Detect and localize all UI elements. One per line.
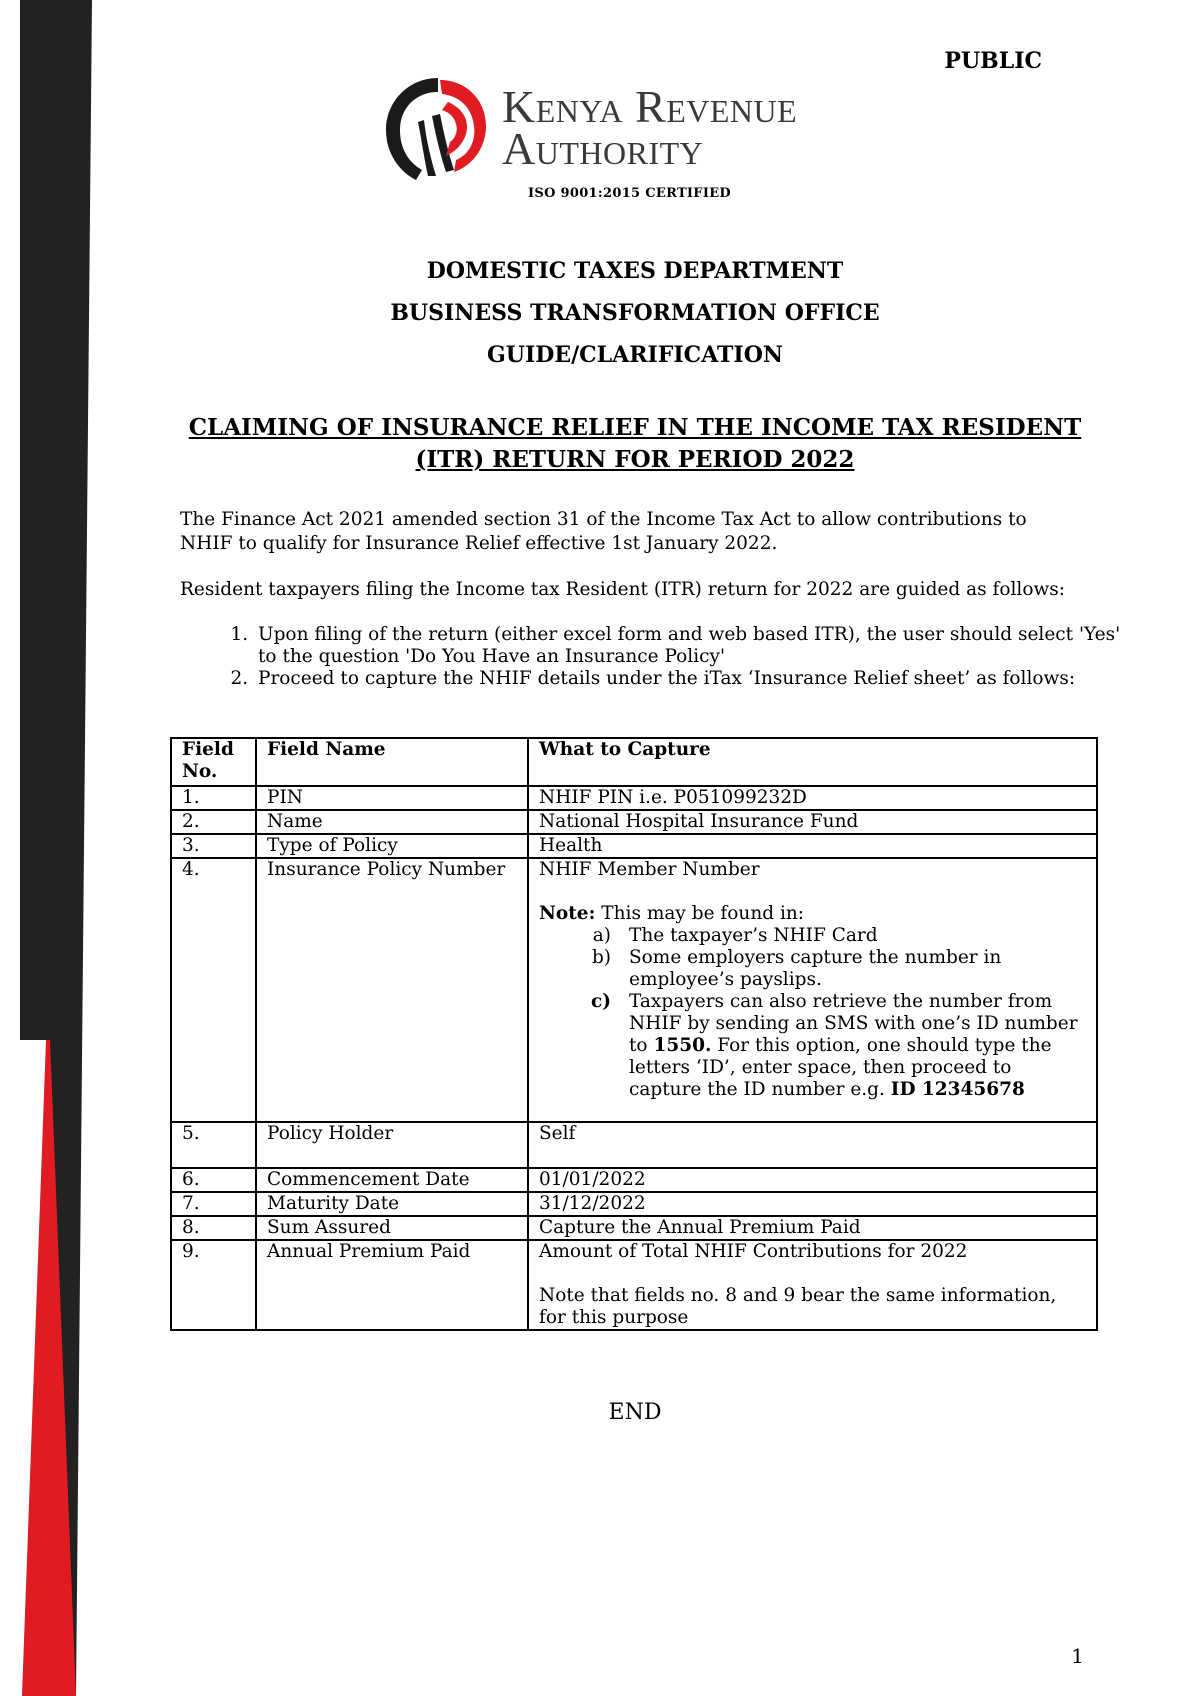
fields-note: Note that fields no. 8 and 9 bear the same information, for this purpose — [539, 1285, 1057, 1328]
field-no: 7. — [171, 1192, 256, 1216]
title-line-2: (ITR) RETURN FOR PERIOD 2022 — [415, 446, 855, 473]
field-name: Maturity Date — [256, 1192, 528, 1216]
step-item: 2. Proceed to capture the NHIF details under the iTax ‘Insurance Relief sheet’ as follows: — [254, 668, 1134, 690]
field-capture: 01/01/2022 — [528, 1168, 1097, 1192]
field-capture: Health — [528, 834, 1097, 858]
end-marker: END — [608, 1400, 662, 1425]
steps-list — [218, 624, 1134, 690]
field-no: 9. — [171, 1240, 256, 1330]
list-text: Taxpayers can also retrieve the number from NHIF by sending an SMS with one’s ID number to — [629, 991, 1078, 1056]
intro-paragraph: The Finance Act 2021 amended section 31 of the Income Tax Act to allow contributions to NHIF to qualify for Insurance Relief effective 1st January 2022. — [180, 509, 1027, 554]
org-name-line1: Kenya Revenue — [502, 81, 798, 132]
policy-number-note — [539, 903, 1086, 1101]
list-marker: a) — [592, 925, 611, 946]
page-number: 1 — [1071, 1644, 1084, 1668]
sms-number: 1550. — [653, 1035, 712, 1056]
field-name: Name — [256, 810, 528, 834]
field-capture-value: Amount of Total NHIF Contributions for 2022 — [539, 1241, 968, 1262]
field-no: 2. — [171, 810, 256, 834]
list-text: The taxpayer’s NHIF Card — [629, 925, 878, 946]
table-row — [171, 1240, 1097, 1330]
note-label: Note: — [539, 903, 596, 924]
field-no: 6. — [171, 1168, 256, 1192]
header-what-to-capture: What to Capture — [528, 738, 1097, 786]
field-capture-value: NHIF Member Number — [539, 859, 760, 880]
note-text: This may be found in: — [601, 903, 805, 924]
department-heading: DOMESTIC TAXES DEPARTMENT — [426, 258, 844, 284]
field-capture: Capture the Annual Premium Paid — [528, 1216, 1097, 1240]
capture-table — [170, 737, 1098, 1331]
field-name: Insurance Policy Number — [256, 858, 528, 1122]
decorative-side-band — [0, 0, 110, 1696]
table-row — [171, 1192, 1097, 1216]
office-heading: BUSINESS TRANSFORMATION OFFICE — [390, 300, 880, 326]
field-capture: Self — [528, 1122, 1097, 1168]
document-title — [180, 412, 1090, 476]
field-no: 8. — [171, 1216, 256, 1240]
list-text-container — [629, 991, 1086, 1101]
field-capture: NHIF PIN i.e. P051099232D — [528, 786, 1097, 810]
certification-label: ISO 9001:2015 CERTIFIED — [528, 186, 731, 201]
field-capture: National Hospital Insurance Fund — [528, 810, 1097, 834]
field-capture — [528, 858, 1097, 1122]
note-list — [539, 925, 1086, 1101]
list-marker: b) — [591, 947, 611, 968]
guidance-paragraph: Resident taxpayers filing the Income tax Resident (ITR) return for 2022 are guided as follows: — [180, 579, 1066, 600]
field-name: Annual Premium Paid — [256, 1240, 528, 1330]
table-row — [171, 858, 1097, 1122]
header-field-no: Field No. — [171, 738, 256, 786]
field-capture: 31/12/2022 — [528, 1192, 1097, 1216]
table-row — [171, 1216, 1097, 1240]
field-no: 3. — [171, 834, 256, 858]
field-name: Commencement Date — [256, 1168, 528, 1192]
guide-heading: GUIDE/CLARIFICATION — [487, 342, 783, 368]
list-text-continued: For this option, one should type the letters ‘ID’, enter space, then proceed to capture the ID number e.g. — [629, 1035, 1052, 1100]
field-no: 4. — [171, 858, 256, 1122]
step-item: 1. Upon filing of the return (either excel form and web based ITR), the user should select 'Yes' to the question 'Do You Have an Insurance Policy' — [254, 624, 1134, 668]
field-name: Sum Assured — [256, 1216, 528, 1240]
list-item — [539, 991, 1086, 1101]
id-example: ID 12345678 — [890, 1079, 1025, 1100]
field-name: PIN — [256, 786, 528, 810]
list-marker: c) — [590, 991, 611, 1012]
list-item — [539, 925, 1086, 947]
header-field-name: Field Name — [256, 738, 528, 786]
kra-logo — [378, 72, 858, 207]
list-item — [539, 947, 1086, 991]
field-capture — [528, 1240, 1097, 1330]
field-no: 5. — [171, 1122, 256, 1168]
table-row — [171, 786, 1097, 810]
field-name: Type of Policy — [256, 834, 528, 858]
classification-label: PUBLIC — [944, 48, 1042, 74]
field-name: Policy Holder — [256, 1122, 528, 1168]
table-row — [171, 810, 1097, 834]
lion-emblem-icon — [378, 72, 498, 182]
table-row — [171, 1122, 1097, 1168]
table-row — [171, 834, 1097, 858]
list-text: Some employers capture the number in employee’s payslips. — [629, 947, 1002, 990]
table-header-row — [171, 738, 1097, 786]
org-name — [502, 81, 798, 174]
org-name-line2: Authority — [502, 123, 704, 174]
table-row — [171, 1168, 1097, 1192]
title-line-1: CLAIMING OF INSURANCE RELIEF IN THE INCOME TAX RESIDENT — [188, 414, 1082, 441]
field-no: 1. — [171, 786, 256, 810]
